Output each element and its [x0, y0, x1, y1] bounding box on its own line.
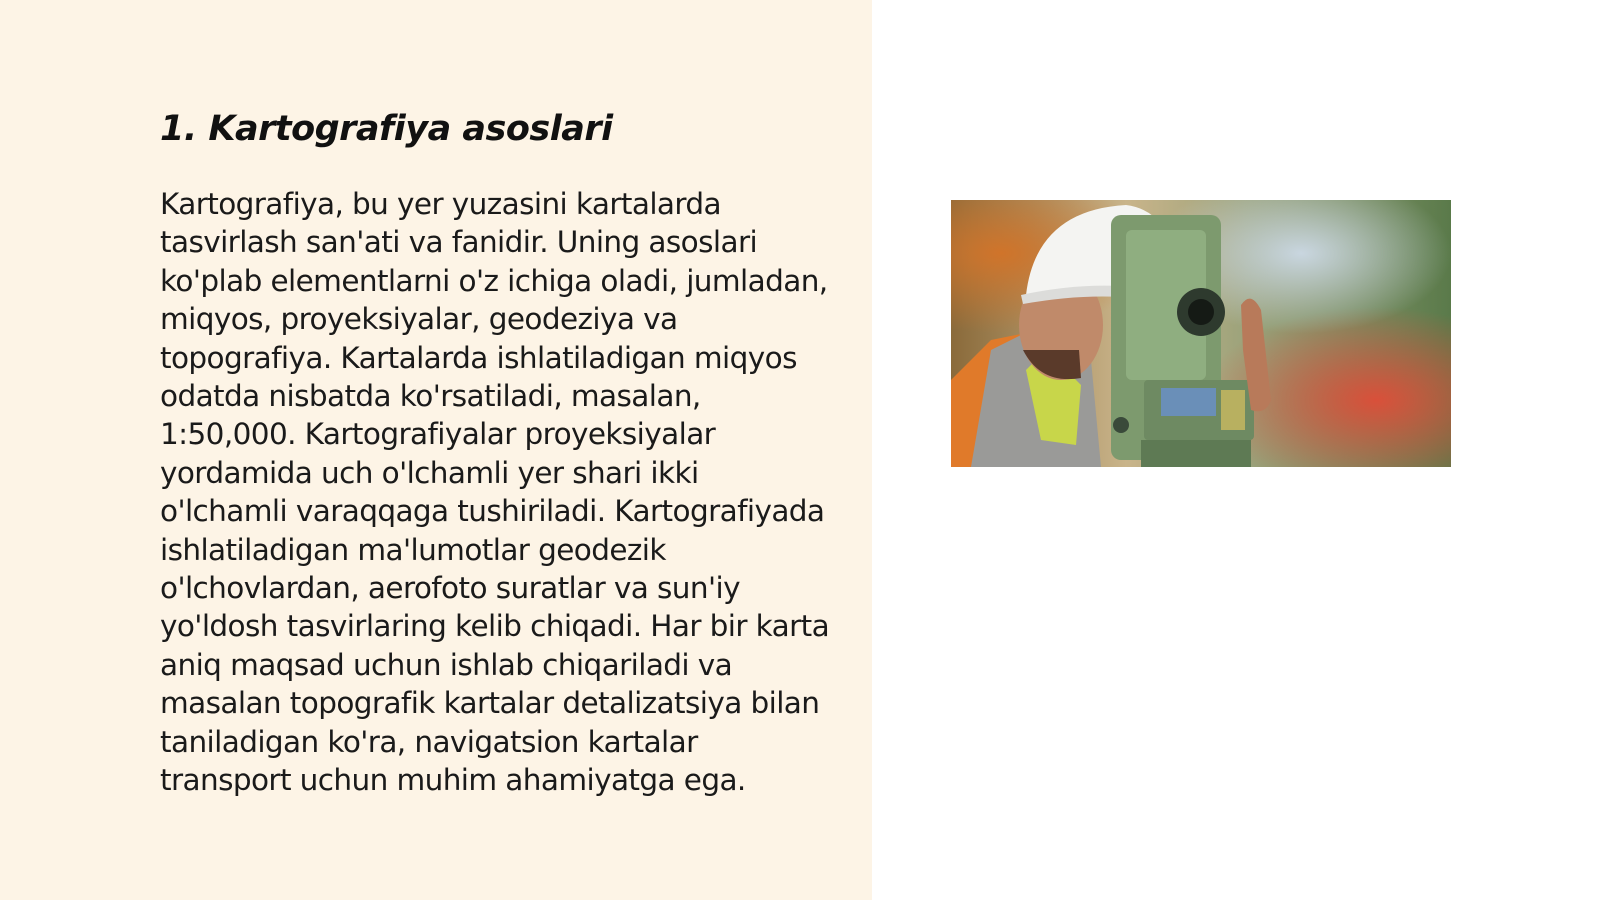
- surveyor-photo: [951, 200, 1451, 467]
- slide-body-text: Kartografiya, bu yer yuzasini kartalarda tasvirlash san'ati va fanidir. Uning asoslari ko'plab elementlarni o'z ichiga oladi, jumladan, miqyos, proyeksiyalar, geodeziya va topografiya. Kartalarda ishlatiladigan miqyos odatda nisbatda ko'rsatiladi, masalan, 1:50,000. Kartografiyalar proyeksiyalar yordamida uch o'lchamli yer shari ikki o'lchamli varaqqaga tushiriladi. Kartografiyada ishlatiladigan ma'lumotlar geodezik o'lchovlardan, aerofoto suratlar va sun'iy yo'ldosh tasvirlaring kelib chiqadi. Har bir karta aniq maqsad uchun ishlab chiqariladi va masalan topografik kartalar detalizatsiya bilan taniladigan ko'ra, navigatsion kartalar transport uchun muhim ahamiyatga ega.: [160, 187, 830, 798]
- slide-title: 1. Kartografiya asoslari: [160, 109, 613, 149]
